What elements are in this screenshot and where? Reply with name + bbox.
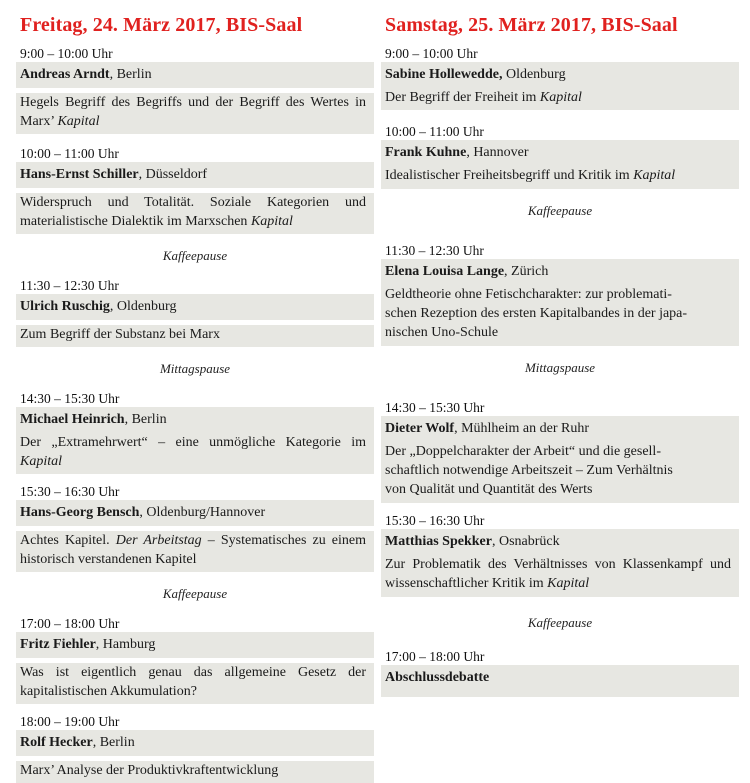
saturday-column (381, 0, 739, 697)
speaker-row (16, 294, 374, 320)
speaker-name: Matthias Spekker (385, 534, 492, 549)
speaker-row (16, 730, 374, 756)
speaker-row (381, 416, 739, 442)
saturday-slot-3 (381, 243, 739, 346)
speaker-name: Frank Kuhne (385, 145, 467, 160)
speaker-name: Hans-Ernst Schiller (20, 167, 139, 182)
speaker-location: , Berlin (124, 412, 167, 427)
pause-label: Kaffeepause (527, 203, 593, 218)
saturday-slot-6 (381, 649, 739, 697)
slot-time: 17:00 – 18:00 Uhr (385, 649, 485, 664)
speaker-name: Ulrich Ruschig (20, 299, 110, 314)
speaker-row (16, 62, 374, 88)
saturday-slot-1 (381, 46, 739, 110)
speaker-name: Rolf Hecker (20, 735, 93, 750)
friday-column (16, 0, 374, 783)
slot-time: 11:30 – 12:30 Uhr (20, 278, 119, 293)
speaker-location: , Hannover (466, 145, 529, 160)
speaker-row (16, 162, 374, 188)
slot-time: 9:00 – 10:00 Uhr (385, 46, 478, 61)
speaker-location: , Mühlheim an der Ruhr (454, 421, 589, 436)
talk-title: Zur Problematik des Verhältnisses von Klassenkampf und wissenschaftlicher Kritik im Kapital (381, 555, 739, 597)
friday-slot-6 (16, 616, 374, 704)
speaker-name: Dieter Wolf (385, 421, 455, 436)
friday-slot-5 (16, 484, 374, 572)
speaker-location: , Osnabrück (491, 534, 560, 549)
closing-debate: Abschlussdebatte (385, 670, 490, 685)
slot-time: 15:30 – 16:30 Uhr (20, 484, 120, 499)
slot-time: 17:00 – 18:00 Uhr (20, 616, 120, 631)
slot-time: 9:00 – 10:00 Uhr (20, 46, 113, 61)
speaker-location: , Oldenburg/Hannover (139, 505, 266, 520)
speaker-row (381, 140, 739, 166)
saturday-slot-5 (381, 513, 739, 597)
speaker-location: , Oldenburg (109, 299, 177, 314)
pause-label: Mittagspause (524, 360, 596, 375)
slot-time: 18:00 – 19:00 Uhr (20, 714, 120, 729)
talk-title: Der „Extramehrwert“ – eine unmögliche Kategorie im Kapital (16, 433, 374, 474)
pause-label: Kaffeepause (527, 615, 593, 630)
speaker-row (381, 62, 739, 88)
pause-label: Kaffeepause (162, 586, 228, 601)
speaker-row (381, 259, 739, 285)
slot-time: 10:00 – 11:00 Uhr (385, 124, 484, 139)
speaker-name: Hans-Georg Bensch (20, 505, 140, 520)
speaker-location: , Hamburg (95, 637, 156, 652)
saturday-title: Samstag, 25. März 2017, BIS-Saal (385, 14, 678, 36)
speaker-row (16, 500, 374, 526)
speaker-location: , Berlin (92, 735, 135, 750)
talk-title: Was ist eigentlich genau das allgemeine Gesetz der kapitalistischen Akkumulation? (16, 663, 374, 704)
talk-title: Achtes Kapitel. Der Arbeitstag – Systematisches zu einem historisch verstandenen Kapitel (16, 531, 374, 572)
slot-time: 14:30 – 15:30 Uhr (385, 400, 485, 415)
friday-slot-1 (16, 46, 374, 134)
talk-title: Idealistischer Freiheitsbegriff und Kritik im Kapital (381, 166, 739, 189)
speaker-location: , Düsseldorf (138, 167, 208, 182)
pause-label: Kaffeepause (162, 248, 228, 263)
speaker-location: , Berlin (109, 67, 152, 82)
talk-title: Geldtheorie ohne Fetischcharakter: zur problemati- schen Rezeption des ersten Kapitalbandes in der japa- nischen Uno-Schule (381, 285, 739, 346)
speaker-location: Oldenburg (502, 67, 566, 82)
slot-time: 14:30 – 15:30 Uhr (20, 391, 120, 406)
friday-title: Freitag, 24. März 2017, BIS-Saal (20, 14, 303, 36)
speaker-name: Elena Louisa Lange (385, 264, 505, 279)
talk-title: Der „Doppelcharakter der Arbeit“ und die gesell- schaftlich notwendige Arbeitszeit – Zum Verhältnis von Qualität und Quantität des Werts (381, 442, 739, 503)
speaker-row (381, 529, 739, 555)
friday-slot-3 (16, 278, 374, 347)
talk-title: Zum Begriff der Substanz bei Marx (16, 325, 374, 347)
slot-time: 10:00 – 11:00 Uhr (20, 146, 119, 161)
speaker-row (16, 632, 374, 658)
pause-label: Mittagspause (159, 361, 231, 376)
speaker-name: Michael Heinrich (20, 412, 125, 427)
speaker-row (16, 407, 374, 433)
talk-title: Hegels Begriff des Begriffs und der Begriff des Wertes in Marx’ Kapital (16, 93, 374, 134)
speaker-name: Fritz Fiehler (20, 637, 96, 652)
saturday-slot-2 (381, 124, 739, 189)
friday-slot-2 (16, 146, 374, 234)
saturday-slot-4 (381, 400, 739, 503)
talk-title: Der Begriff der Freiheit im Kapital (381, 88, 739, 110)
slot-time: 15:30 – 16:30 Uhr (385, 513, 485, 528)
speaker-name: Sabine Hollewedde, (385, 67, 503, 82)
friday-slot-4 (16, 391, 374, 474)
speaker-location: , Zürich (504, 264, 549, 279)
speaker-row (381, 665, 739, 697)
talk-title: Widerspruch und Totalität. Soziale Kategorien und materialistische Dialektik im Marxschen Kapital (16, 193, 374, 234)
talk-title: Marx’ Analyse der Produktivkraftentwicklung (16, 761, 374, 783)
slot-time: 11:30 – 12:30 Uhr (385, 243, 484, 258)
speaker-name: Andreas Arndt (20, 67, 110, 82)
